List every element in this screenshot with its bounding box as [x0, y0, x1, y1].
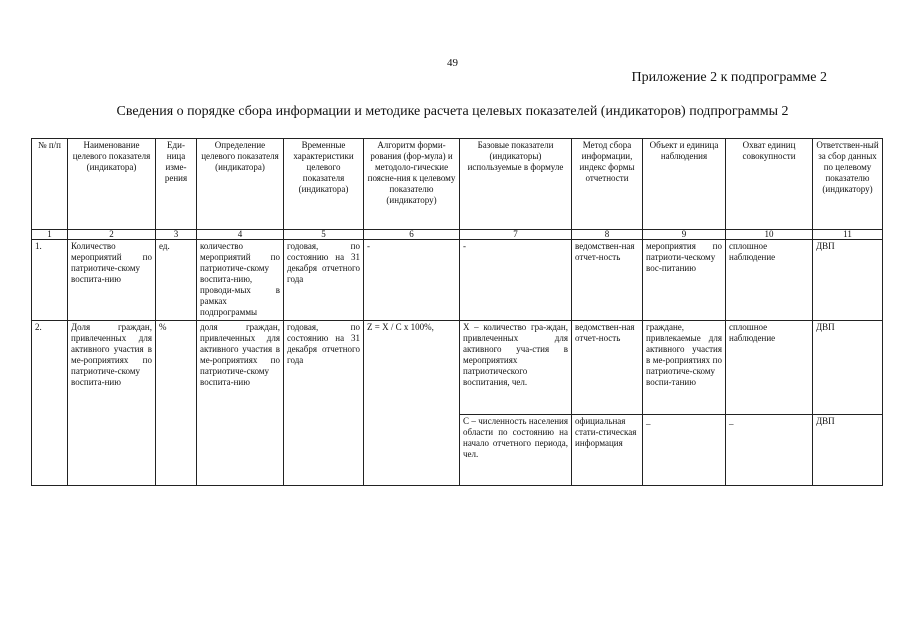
indicator-coverage: сплошное наблюдение: [726, 240, 813, 321]
indicator-method: официальная стати-стическая информация: [572, 415, 643, 486]
indicator-definition: доля граждан, привлеченных для активного участия в ме-роприятиях по патриотиче-скому воспита-нию: [197, 321, 284, 486]
indicator-name: Количество мероприятий по патриотиче-скому воспита-нию: [68, 240, 156, 321]
column-number: 9: [643, 230, 726, 240]
indicator-base: X – количество гра-ждан, привлеченных для активного уча-стия в мероприятиях патриотического воспитания, чел.: [460, 321, 572, 415]
indicators-table: [31, 138, 883, 486]
header-cell-name: Наименование целевого показателя (индикатора): [68, 139, 156, 230]
indicator-object: граждане, привлекаемые для активного участия в ме-роприятиях по патриотиче-скому воспи-танию: [643, 321, 726, 415]
column-number: 11: [813, 230, 883, 240]
header-row: [32, 139, 883, 230]
header-cell-time: Временные характеристики целевого показателя (индикатора): [284, 139, 364, 230]
indicator-definition: количество мероприятий по патриотиче-скому воспита-нию, проводи-мых в рамках подпрограммы: [197, 240, 284, 321]
indicator-algorithm: Z = X / C x 100%,: [364, 321, 460, 486]
row-number: 1.: [32, 240, 68, 321]
indicator-time: годовая, по состоянию на 31 декабря отчетного года: [284, 240, 364, 321]
column-number-row: [32, 230, 883, 240]
column-number: 7: [460, 230, 572, 240]
indicator-base: -: [460, 240, 572, 321]
row-number: 2.: [32, 321, 68, 486]
indicator-object: _: [643, 415, 726, 486]
indicator-coverage: _: [726, 415, 813, 486]
indicator-object: мероприятия по патриоти-ческому вос-питанию: [643, 240, 726, 321]
indicator-responsible: ДВП: [813, 321, 883, 415]
column-number: 1: [32, 230, 68, 240]
column-number: 4: [197, 230, 284, 240]
indicator-name: Доля граждан, привлеченных для активного участия в ме-роприятиях по патриотиче-скому воспита-нию: [68, 321, 156, 486]
header-cell-definition: Определение целевого показателя (индикатора): [197, 139, 284, 230]
header-cell-number: № п/п: [32, 139, 68, 230]
appendix-label: Приложение 2 к подпрограмме 2: [631, 70, 827, 85]
indicator-responsible: ДВП: [813, 415, 883, 486]
indicator-time: годовая, по состоянию на 31 декабря отчетного года: [284, 321, 364, 486]
header-cell-base: Базовые показатели (индикаторы) используемые в формуле: [460, 139, 572, 230]
header-cell-responsible: Ответствен-ный за сбор данных по целевому показателю (индикатору): [813, 139, 883, 230]
indicator-method: ведомствен-ная отчет-ность: [572, 240, 643, 321]
document-title: Сведения о порядке сбора информации и методике расчета целевых показателей (индикаторов) подпрограммы 2: [116, 104, 789, 119]
indicator-responsible: ДВП: [813, 240, 883, 321]
indicator-base: С – численность населения области по состоянию на начало отчетного периода, чел.: [460, 415, 572, 486]
column-number: 8: [572, 230, 643, 240]
table-row: [32, 321, 883, 415]
column-number: 3: [156, 230, 197, 240]
page-number: 49: [447, 57, 458, 69]
indicator-method: ведомствен-ная отчет-ность: [572, 321, 643, 415]
header-cell-unit: Еди-ница изме-рения: [156, 139, 197, 230]
table-row: [32, 240, 883, 321]
column-number: 2: [68, 230, 156, 240]
indicator-unit: ед.: [156, 240, 197, 321]
indicator-algorithm: -: [364, 240, 460, 321]
column-number: 10: [726, 230, 813, 240]
header-cell-method: Метод сбора информации, индекс формы отчетности: [572, 139, 643, 230]
header-cell-algorithm: Алгоритм форми-рования (фор-мула) и методоло-гические поясне-ния к целевому показателю (индикатору): [364, 139, 460, 230]
header-cell-coverage: Охват единиц совокупности: [726, 139, 813, 230]
column-number: 5: [284, 230, 364, 240]
column-number: 6: [364, 230, 460, 240]
indicator-unit: %: [156, 321, 197, 486]
header-cell-object: Объект и единица наблюдения: [643, 139, 726, 230]
indicator-coverage: сплошное наблюдение: [726, 321, 813, 415]
